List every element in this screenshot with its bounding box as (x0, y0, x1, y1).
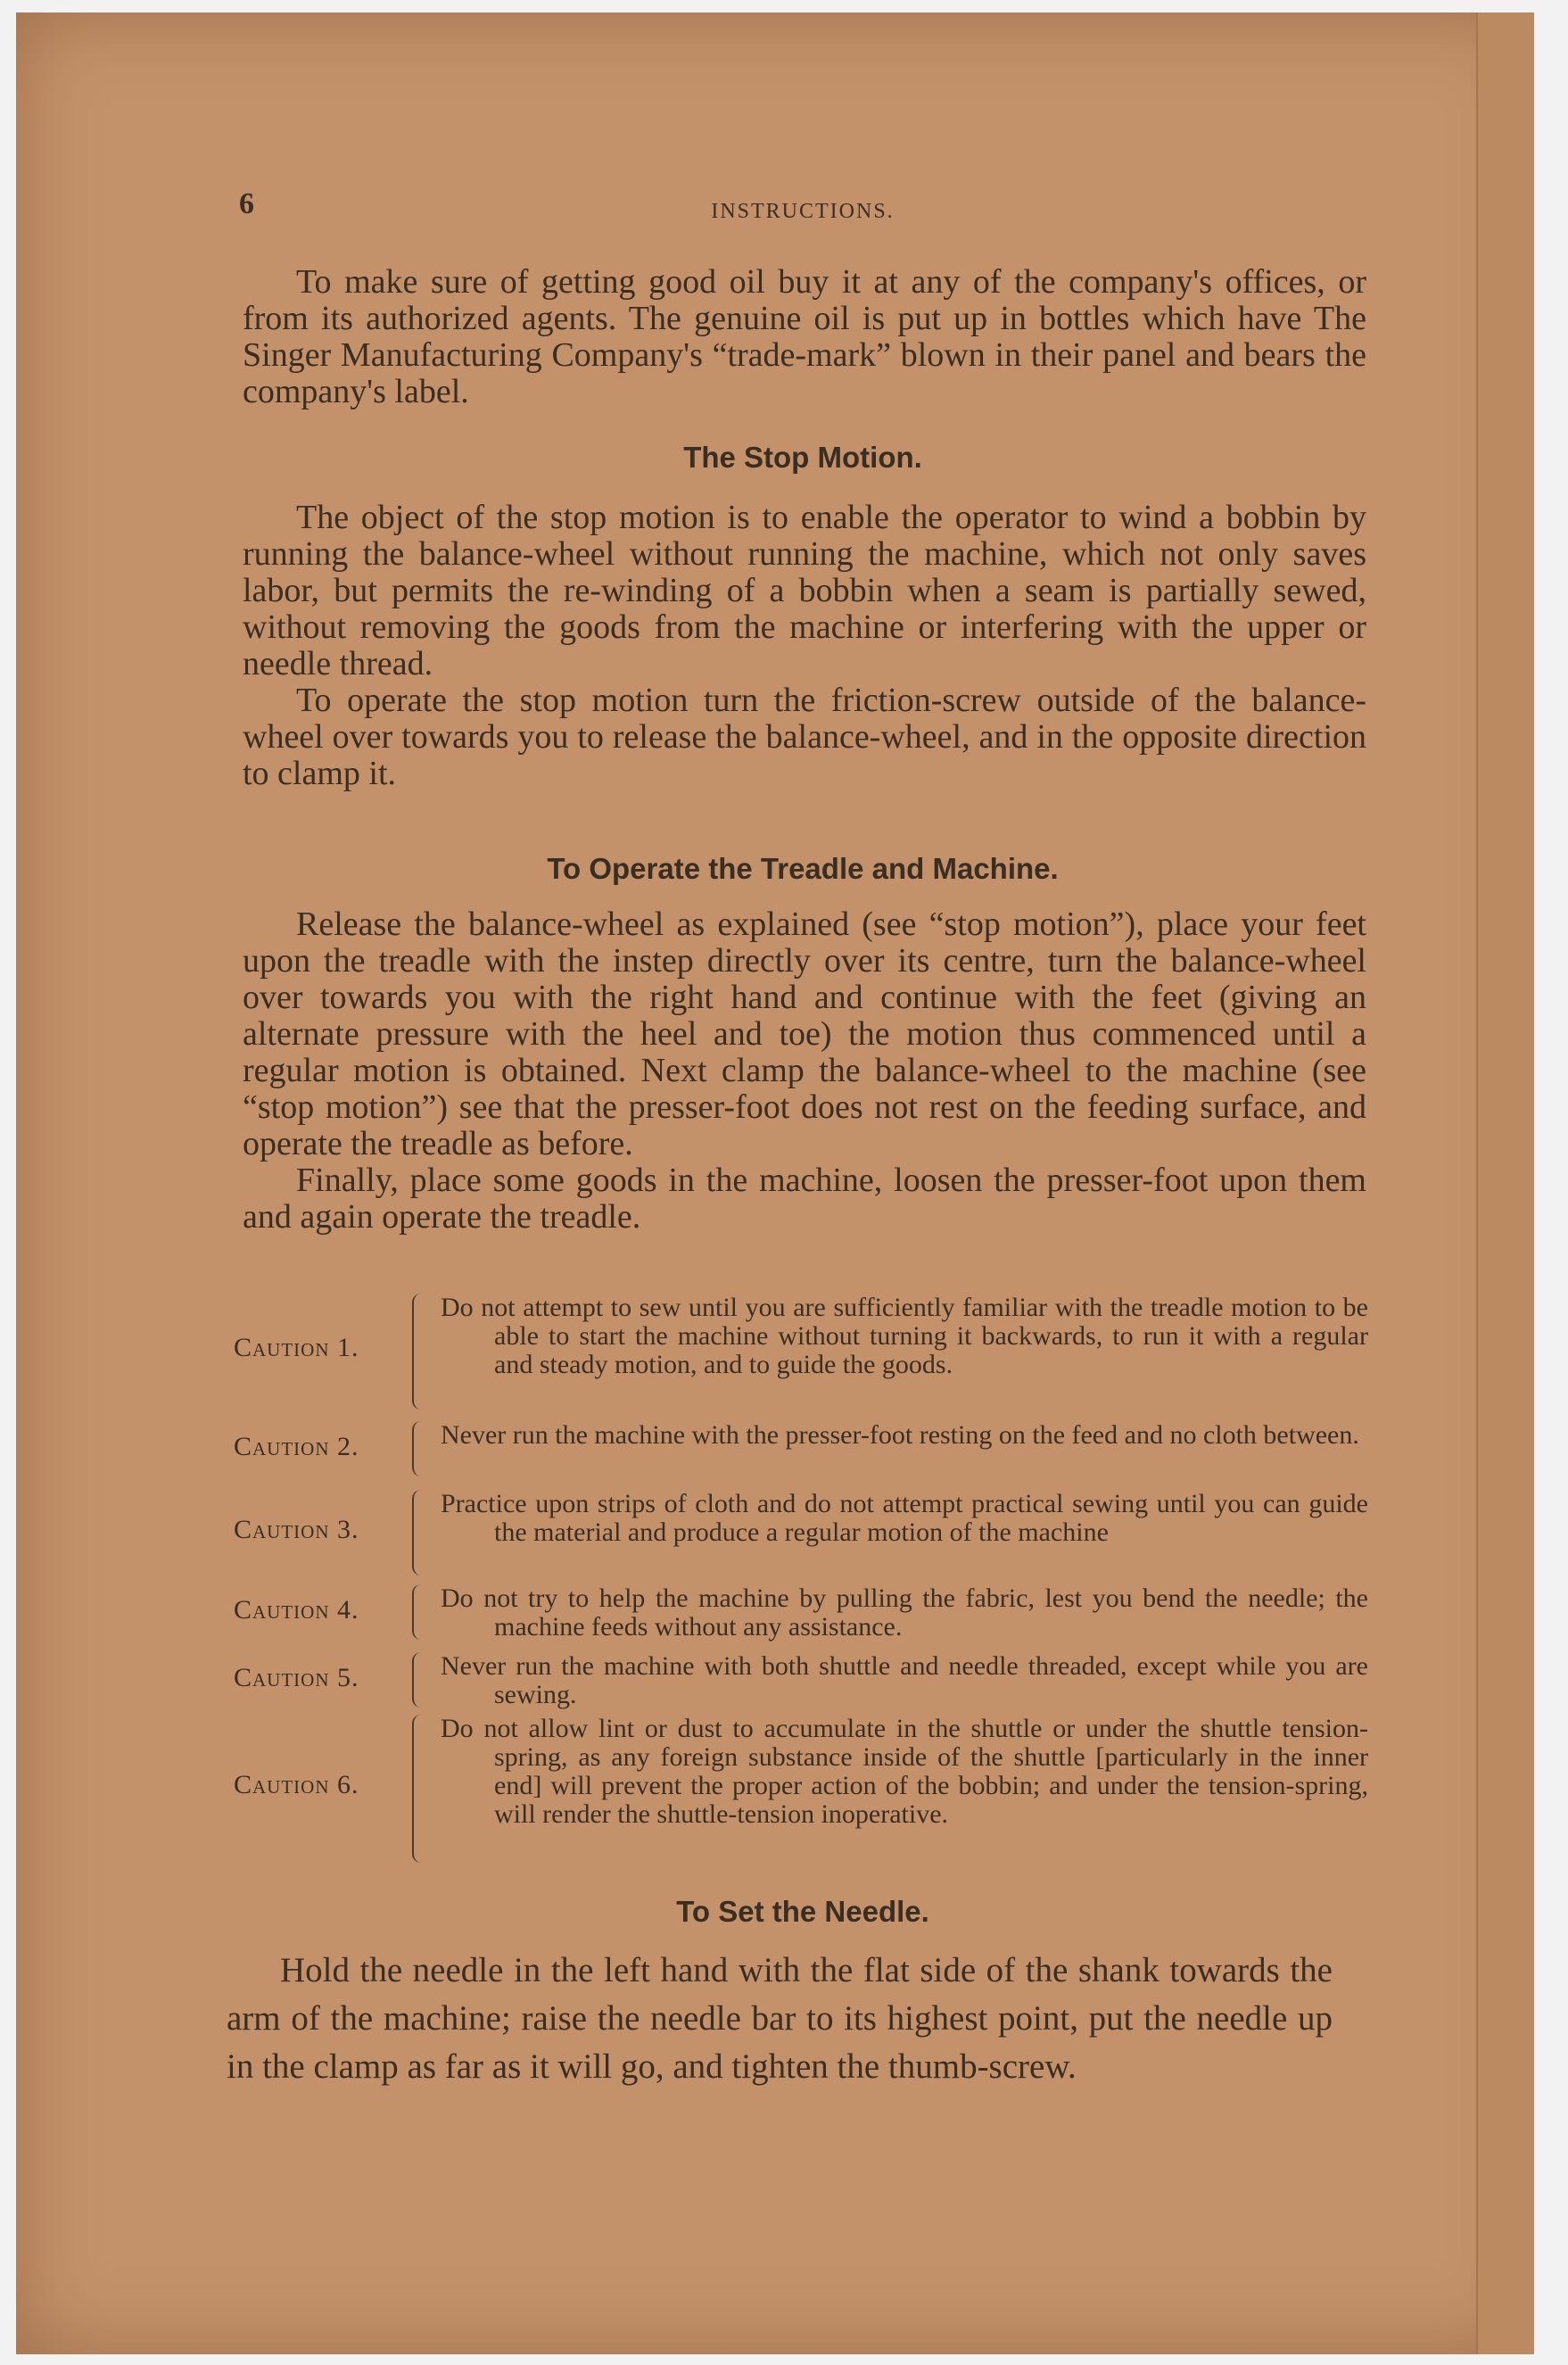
treadle-paragraph-2: Finally, place some goods in the machine, loosen the presser-foot upon them and again operate the treadle. (243, 1162, 1366, 1236)
brace-icon (412, 1715, 423, 1863)
treadle-paragraph-1: Release the balance-wheel as explained (see “stop motion”), place your feet upon the treadle with the instep directly over its centre, turn the balance-wheel over towards you with the right hand and continue with the feet (giving an alternate pressure with the heel and toe) the motion thus commenced until a regular motion is obtained. Next clamp the balance-wheel to the machine (see “stop motion”) see that the presser-foot does not rest on the feeding surface, and operate the treadle as before. (243, 905, 1366, 1162)
caution-label: Caution 6. (234, 1770, 359, 1799)
caution-text: Never run the machine with the presser-foot resting on the feed and no cloth between. (441, 1420, 1359, 1450)
brace-icon (412, 1294, 423, 1410)
brace-icon (412, 1652, 423, 1708)
caution-label: Caution 5. (234, 1663, 359, 1692)
brace-icon (412, 1584, 423, 1640)
needle-paragraph: Hold the needle in the left hand with the flat side of the shank towards the arm of the machine; raise the needle bar to its highest point, put the needle up in the clamp as far as it will go, and tighten the thumb-screw. (227, 1951, 1333, 2086)
caution-text: Practice upon strips of cloth and do not attempt practical sewing until you can guide the material and produce a regular motion of the machine (441, 1489, 1368, 1547)
treadle-heading: To Operate the Treadle and Machine. (547, 852, 1059, 885)
stop-motion-block (243, 500, 1366, 792)
caution-text: Do not allow lint or dust to accumulate in the shuttle or under the shuttle tension-spring, as any foreign substance inside of the shuttle [particularly in the inner end] will prevent the proper action of the bobbin; and under the tension-spring, will render the shuttle-tension inoperative. (441, 1714, 1368, 1829)
caution-text: Do not try to help the machine by pulling the fabric, lest you bend the needle; the machine feeds without any assistance. (441, 1584, 1368, 1641)
needle-heading: To Set the Needle. (676, 1895, 929, 1928)
intro-paragraph: To make sure of getting good oil buy it at any of the company's offices, or from its authorized agents. The genuine oil is put up in bottles which have The Singer Manufacturing Company's “trade-mark” blown in their panel and bears the company's label. (243, 263, 1366, 410)
caution-text: Do not attempt to sew until you are sufficiently familiar with the treadle motion to be able to start the machine without turning it backwards, to run it with a regular and steady motion, and to guide the goods. (441, 1293, 1368, 1379)
brace-icon (412, 1490, 423, 1575)
intro-block (243, 264, 1366, 410)
caution-label: Caution 2. (234, 1432, 359, 1461)
caution-label: Caution 4. (234, 1595, 359, 1625)
running-head: INSTRUCTIONS. (711, 200, 895, 223)
treadle-block (243, 906, 1366, 1236)
stop-motion-heading: The Stop Motion. (683, 441, 922, 474)
stop-motion-paragraph-1: The object of the stop motion is to enable the operator to wind a bobbin by running the balance-wheel without running the machine, which not only saves labor, but permits the re-winding of a bobbin when a seam is partially sewed, without removing the goods from the machine or interfering with the upper or needle thread. (243, 499, 1366, 682)
caution-text: Never run the machine with both shuttle and needle threaded, except while you are sewing. (441, 1651, 1368, 1709)
caution-label: Caution 3. (234, 1515, 359, 1544)
stop-motion-paragraph-2: To operate the stop motion turn the friction-screw outside of the balance-wheel over towards you to release the balance-wheel, and in the opposite direction to clamp it. (243, 682, 1366, 792)
page-number: 6 (239, 187, 254, 220)
brace-icon (412, 1421, 423, 1476)
caution-label: Caution 1. (234, 1333, 359, 1362)
